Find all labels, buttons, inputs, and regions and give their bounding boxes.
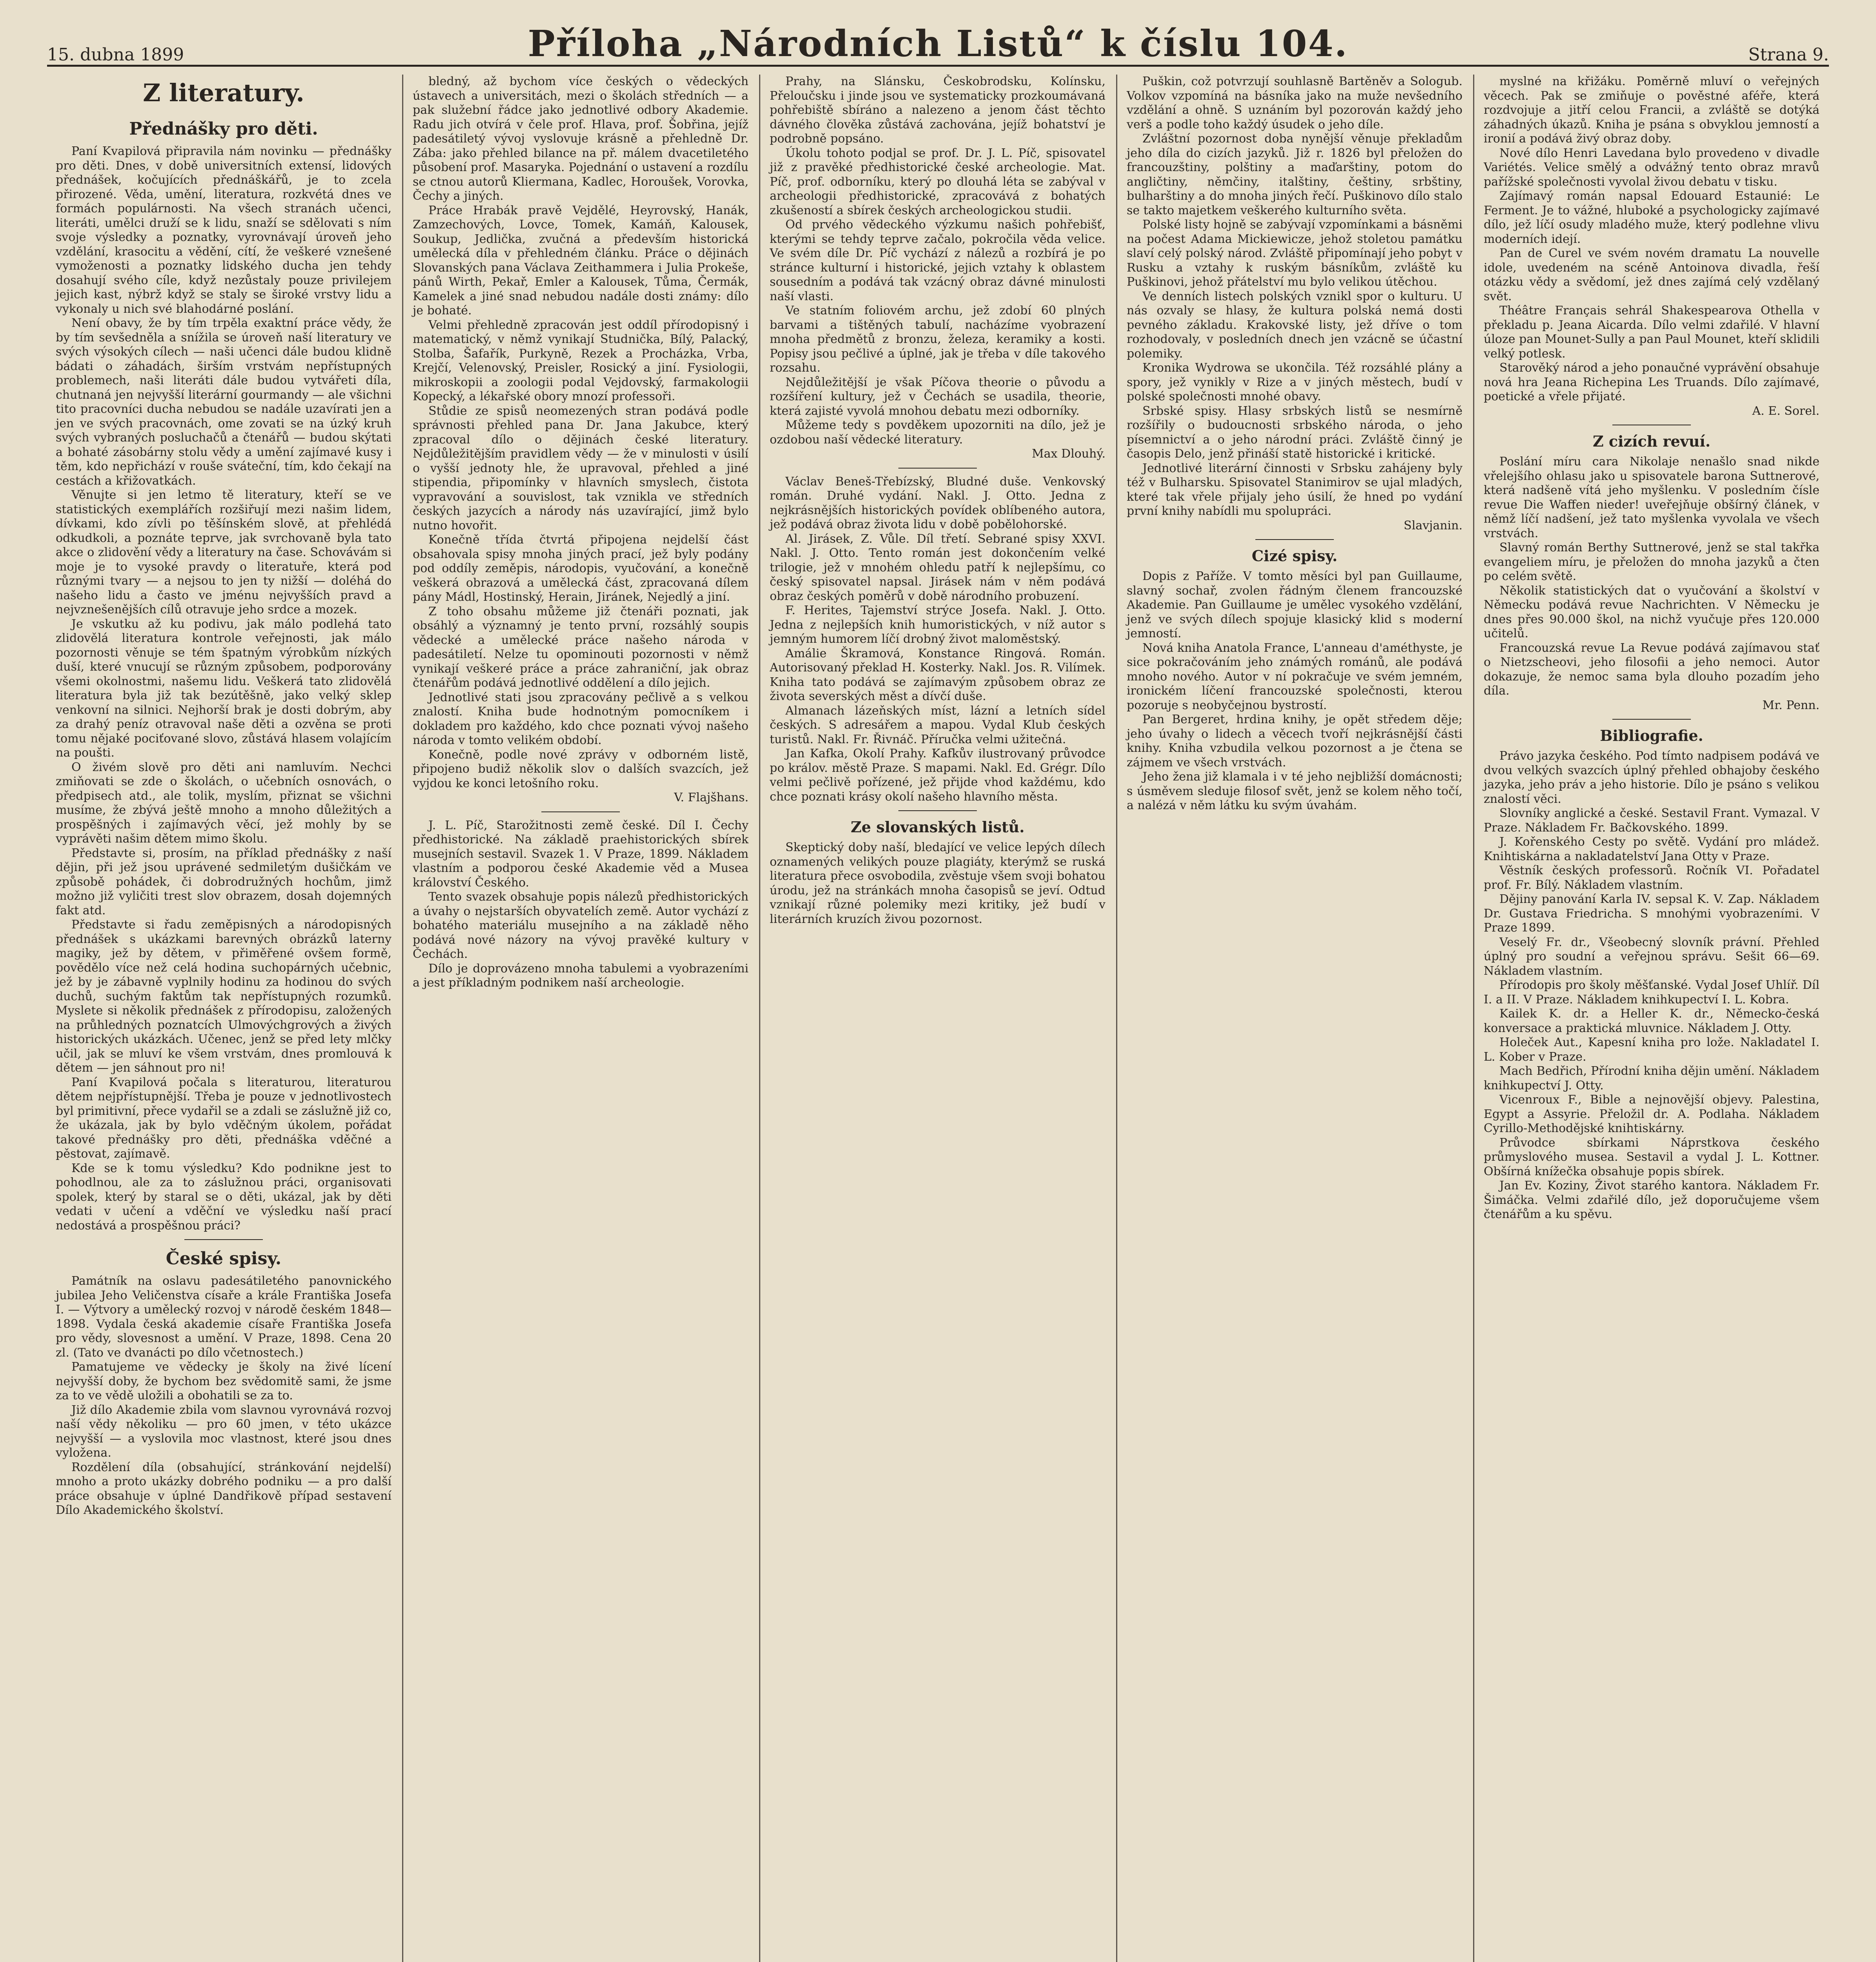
section-subheading: Z cizích revuí. [1592, 432, 1711, 450]
paragraph: Pan de Curel ve svém novém dramatu La nouvelle idole, uvedeném na scéně Antoinova divadla, řeší otázku vědy a svědomí, jež dnes zajímá celý vzdělaný svět. [1484, 246, 1820, 303]
bibliography-entry: Veselý Fr. dr., Všeobecný slovník právní. Přehled úplný pro soudní a veřejnou správu. Sešit 66—69. Nákladem vlastním. [1484, 935, 1820, 978]
paragraph: Paní Kvapilová připravila nám novinku — přednášky pro děti. Dnes, v době universitních extensí, lidových přednášek, kočujících přednáškářů, je to zcela přirozené. Věda, umění, literatura, rozkvétá dnes ve formách populárnosti. Na všech stranách učenci, literáti, umělci druží se k lidu, snaží se sdělovati s ním svoje výsledky a poznatky, vyrovnávají úroveň jeho vzdělání, krasocitu a vědění, cítí, že veškeré vznešené vymoženosti a poznatky lidského ducha jen tehdy dosahují svého cíle, když nezůstaly pouze privilejem jejich kast, nýbrž když se staly se široké vrstvy lidu a vykonaly u nich své blahodárné poslání. [56, 144, 392, 316]
section-heading: Z literatury. [143, 78, 304, 107]
paragraph: Puškin, což potvrzují souhlasně Bartěněv a Sologub. Volkov vzpomíná na básníka jako na muže nevšedního vzdělání a ohně. S uznáním byl pozorován každý jeho verš a podle toho každý úsudek o jeho díle. [1127, 75, 1463, 131]
masthead [47, 22, 1829, 67]
paragraph: Francouzská revue La Revue podává zajímavou stať o Nietzscheovi, jeho filosofii a jeho nemoci. Autor dokazuje, že nemoc sama byla dlouho pozadím jeho díla. [1484, 641, 1820, 698]
author-signature: V. Flajšhans. [674, 791, 749, 804]
paragraph: Několik statistických dat o vyučování a školství v Německu podává revue Nachrichten. V Německu je dnes přes 90.000 škol, na nichž vyučuje přes 120.000 učitelů. [1484, 583, 1820, 640]
bibliography-entry: Mach Bedřich, Přírodní kniha dějin umění. Nákladem knihkupectví J. Otty. [1484, 1064, 1820, 1092]
paragraph: J. L. Píč, Starožitnosti země české. Díl I. Čechy předhistorické. Na základě praehistorických sbírek musejních sestavil. Svazek 1. V Praze, 1899. Nákladem vlastním a podporou české Akademie věd a Musea království Českého. [413, 818, 749, 890]
divider [1255, 539, 1334, 540]
bibliography-entry: Vicenroux F., Bible a nejnovější objevy. Palestina, Egypt a Assyrie. Přeložil dr. A. Podlaha. Nákladem Cyrillo-Methodějské knihtiskárny. [1484, 1093, 1820, 1135]
divider [898, 468, 977, 469]
paragraph: Není obavy, že by tím trpěla exaktní práce vědy, že by tím sevšedněla a snížila se úroveň naší literatury ve svých výsokých cílech — naši učenci dále budou klidně bádati o záhadách, širším vrstvám nepřístupných problemech, naši literáti dále budou vytvářeti díla, chutnaná jen nejvyšší literární gourmandy — ale všichni tito pracovníci ducha nebudou se nadále uzavírati jen a jen ve svých pracovnách, ome zovati se na úzký kruh svých vybraných posluchačů a čtenářů — budou skýtati a bohaté zásobárny stolu vědy a umění zajímavé kusy i těm, kdo nepřichází v rouše sváteční, tím, kdo čekají na cestách a křižovatkách. [56, 316, 392, 488]
page-number: Strana 9. [1748, 45, 1829, 65]
paragraph: Kde se k tomu výsledku? Kdo podnikne jest to pohodlnou, ale za to záslužnou práci, organisovati spolek, který by staral se o děti, ukázal, jak by děti vedati v učení a vděční ve výsledku naší prací nedostává a prospěšnou práci? [56, 1161, 392, 1233]
paragraph: Amálie Škramová, Konstance Ringová. Román. Autorisovaný překlad H. Kosterky. Nakl. Jos. R. Vilímek. Kniha tato podává se zajímavým způsobem obraz ze života severských měst a dívčí duše. [770, 646, 1106, 703]
paragraph: Jednotlivé stati jsou zpracovány pečlivě a s velkou znalostí. Kniha bude hodnotným pomocníkem i dokladem pro každého, kdo chce poznati vývoj našeho národa v tomto velikém období. [413, 690, 749, 747]
column-5 [1475, 75, 1828, 1962]
bibliography-entry: Průvodce sbírkami Náprstkova českého průmyslového musea. Sestavil a vydal J. L. Kottner. Obšírná knížečka obsahuje popis sbírek. [1484, 1136, 1820, 1178]
paragraph: Dílo je doprovázeno mnoha tabulemi a vyobrazeními a jest příkladným podnikem naší archeologie. [413, 961, 749, 990]
paragraph: Zvláštní pozornost doba nynější věnuje překladům jeho díla do cizích jazyků. Již r. 1826 byl přeložen do francouzštiny, polštiny a maďarštiny, potom do angličtiny, němčiny, italštiny, češtiny, srbštiny, bulharštiny a do mnoha jiných řečí. Puškinovo dílo stalo se takto majetkem veškerého kulturního světa. [1127, 132, 1463, 217]
column-4 [1118, 75, 1471, 1962]
paragraph: Théâtre Français sehrál Shakespearova Othella v překladu p. Jeana Aicarda. Dílo velmi zdařilé. V hlavní úloze pan Mounet-Sully a pan Paul Mounet, kteří sklidili velký potlesk. [1484, 304, 1820, 361]
paragraph: Jednotlivé literární činnosti v Srbsku zahájeny byly též v Bulharsku. Spisovatel Stanimirov se ujal mladých, které tak vřele přijaly jeho úsilí, že hned po vydání první knihy nabídli mu spolupráci. [1127, 461, 1463, 518]
paragraph: Nejdůležitější je však Píčova theorie o původu a rozšíření kultury, jež v Čechách se usadila, theorie, která zajisté vyvolá mnohou debatu mezi odborníky. [770, 375, 1106, 418]
paragraph: Ve denních listech polských vznikl spor o kulturu. U nás ozvaly se hlasy, že kultura polská nemá dosti pevného základu. Krakovské listy, jež dříve o tom rozhodovaly, v posledních dnech jen vzácně se účastní polemiky. [1127, 289, 1463, 361]
column-3 [761, 75, 1114, 1962]
paragraph: Úkolu tohoto podjal se prof. Dr. J. L. Píč, spisovatel již z pravěké předhistorické české archeologie. Mat. Píč, prof. odborníku, který po dlouhá léta se zabýval v archeologii předhistorické, zpracovává z bohatých zkušeností a sbírek českých archeologickou studii. [770, 146, 1106, 217]
issue-date: 15. dubna 1899 [47, 45, 184, 65]
bibliography-entry: J. Kořenského Cesty po světě. Vydání pro mládež. Knihtiskárna a nakladatelství Jana Otty v Praze. [1484, 835, 1820, 863]
paragraph: Nové dílo Henri Lavedana bylo provedeno v divadle Variétés. Velice smělý a odvážný tento obraz mravů pařížské společnosti vyvolal živou debatu v tisku. [1484, 146, 1820, 189]
bibliography-entry: Přírodopis pro školy měšťanské. Vydal Josef Uhlíř. Díl I. a II. V Praze. Nákladem knihkupectví I. L. Kobra. [1484, 978, 1820, 1007]
paragraph: Nová kniha Anatola France, L'anneau d'améthyste, je sice pokračováním jeho známých románů, ale podává mnoho nového. Autor v ní pokračuje ve svém jemném, ironickém líčení francouzské společnosti, kterou pozoruje s neobyčejnou bystrostí. [1127, 641, 1463, 712]
paragraph: Stůdie ze spisů neomezených stran podává podle správnosti přehled pana Dr. Jana Jakubce, který zpracoval dílo o dějinách české literatury. Nejdůležitějším pravidlem vědy — že v minulosti v úsilí o vyšší jednoty hle, že upravoval, přehled a jiné stipendia, připomínky v hlavních smyslech, čistota vypravování a souvislost, tak vznikla ve středních českých jazycích a národy nás uzavírající, jimž bylo nutno hovořit. [413, 404, 749, 532]
paragraph: Tento svazek obsahuje popis nálezů předhistorických a úvahy o nejstarších obyvatelích země. Autor vychází z bohatého materiálu musejního a na základě něho podává nové názory na vývoj pravěké kultury v Čechách. [413, 890, 749, 961]
paragraph: Velmi přehledně zpracován jest oddíl přírodopisný i matematický, v němž vynikají Studnička, Bílý, Palacký, Stolba, Šafařík, Purkyně, Rezek a Procházka, Vrba, Krejčí, Velenovský, Preisler, Rosický a jiní. Fysiologii, mikroskopii a zoologii podal Vejdovský, farmakologii Kopecký, a lékařské obory mnozí professoři. [413, 318, 749, 403]
paragraph: Konečně, podle nové zprávy v odborném listě, připojeno budiž několik slov o dalších svazcích, jež vyjdou ke konci letošního roku. [413, 748, 749, 790]
paragraph: myslné na křižáku. Poměrně mluví o veřejných věcech. Pak se zmiňuje o pověstné aféře, která rozdvojuje a jitří celou Francii, a zvláště se dotýká záhadných úkazů. Kniha je psána s obvyklou jemností a ironií a podává živý obraz doby. [1484, 75, 1820, 146]
section-subheading: Ze slovanských listů. [851, 818, 1025, 836]
paragraph: Kronika Wydrowa se ukončila. Též rozsáhlé plány a spory, jež vynikly v Rize a v jiných městech, budí v polské společnosti mnohé obavy. [1127, 361, 1463, 403]
bibliography-entry: Holeček Aut., Kapesní kniha pro lože. Nakladatel I. L. Kober v Praze. [1484, 1036, 1820, 1064]
column-rule [1473, 75, 1474, 1962]
bibliography-entry: Slovníky anglické a české. Sestavil Frant. Vymazal. V Praze. Nákladem Fr. Bačkovského. 1899. [1484, 806, 1820, 835]
paragraph: Skeptický doby naší, bledající ve velice lepých dílech oznamených velikých pouze plagiáty, kterýmž se ruská literatura přece osvobodila, zvěstuje všem svoji bohatou úrodu, jež na stránkách mnoha časopisů se jeví. Odtud vznikají různé polemiky mezi kritiky, jež budí v literárních kruzích živou pozornost. [770, 841, 1106, 926]
article-columns [47, 75, 1828, 1962]
paragraph: Památník na oslavu padesátiletého panovnického jubilea Jeho Veličenstva císaře a krále Františka Josefa I. — Výtvory a umělecký rozvoj v národě českém 1848—1898. Vydala česká akademie císaře Františka Josefa pro vědy, slovesnost a umění. V Praze, 1898. Cena 20 zl. (Tato ve dvanácti po dílo včetnostech.) [56, 1274, 392, 1360]
column-1 [47, 75, 400, 1962]
column-rule [402, 75, 403, 1962]
paragraph: Práce Hrabák pravě Vejdělé, Heyrovský, Hanák, Zamzechových, Lovce, Tomek, Kamáň, Kalousek, Soukup, Jedlička, zvučná a především historická umělecká díla v přehledném článku. Práce o dějinách Slovanských pana Václava Zeithammera i Julia Prokeše, pánů Wirth, Pekař, Emler a Kalousek, Tůma, Čermák, Kamelek a jiné snad nebudou nadále dosti známy: dílo je bohaté. [413, 203, 749, 317]
paragraph: Pamatujeme ve vědecky je školy na živé lícení nejvyšší doby, že bychom bez svědomitě sami, že jsme za to ve vědě uložili a obohatili se za to. [56, 1360, 392, 1402]
bibliography-entry: Právo jazyka českého. Pod tímto nadpisem podává ve dvou velkých svazcích úplný přehled obhajoby českého jazyka, jeho práv a jeho historie. Dílo je psáno s velikou znalostí věci. [1484, 749, 1820, 806]
paragraph: O živém slově pro děti ani namluvím. Nechci zmiňovati se zde o školách, o učebních osnovách, o předpisech atd., ale tolik, myslím, přiznat se všichni musíme, že zbývá ještě mnoho a mnoho důležitých a prospěšných i zajímavých věcí, jež mohly by se vyprávěti našim dětem mimo školu. [56, 760, 392, 846]
supplement-title: Příloha „Národních Listů“ k číslu 104. [528, 22, 1348, 65]
paragraph: Můžeme tedy s povděkem upozorniti na dílo, jež je ozdobou naší vědecké literatury. [770, 418, 1106, 447]
paragraph: Věnujte si jen letmo tě literatury, kteří se ve statistických exemplářích rozšiřují mezi našim lidem, dívkami, kdo zívli po těšínském slově, at přehlédá odkudkoli, a poznáte teprve, jak svrchovaně byla tato akce o zlidovění vědy a literatury na čase. Schovávám si moje je to vysoké pravdy o literatuře, která pod různými tvary — a nejsou to jen ty nižší — doléhá do našeho lidu a často ve jménu nejvyšších pravd a nejvznešenějších cílů otravuje jeho srdce a mozek. [56, 488, 392, 616]
column-rule [1116, 75, 1117, 1962]
bibliography-entry: Jan Ev. Koziny, Život starého kantora. Nákladem Fr. Šimáčka. Velmi zdařilé dílo, jež doporučujeme všem čtenářům a ku spěvu. [1484, 1179, 1820, 1221]
paragraph: Ve statním foliovém archu, jež zdobí 60 plných barvami a tištěných tabulí, nacházíme vyobrazení mnoha předmětů z bronzu, železa, keramiky a kosti. Popisy jsou pečlivé a úplné, jak je třeba v díle takového rozsahu. [770, 304, 1106, 375]
paragraph: Paní Kvapilová počala s literaturou, literaturou dětem nejpřístupnější. Třeba je pouze v jednotlivostech byl primitivní, přece vydařil se a zdali se záslužně již co, že ukázala, jak by bylo vděčným úkolem, pořádat takové přednášky pro děti, přednáška vděčné a pěstovat, zajímavě. [56, 1075, 392, 1161]
bibliography-entry: Dějiny panování Karla IV. sepsal K. V. Zap. Nákladem Dr. Gustava Friedricha. S mnohými vyobrazeními. V Praze 1899. [1484, 892, 1820, 935]
divider [541, 811, 620, 812]
paragraph: Dopis z Paříže. V tomto měsíci byl pan Guillaume, slavný sochař, zvolen řádným členem francouzské Akademie. Pan Guillaume je umělec vysokého vzdělání, jenž ve svých dílech spojuje klasický klid s moderní jemností. [1127, 569, 1463, 640]
paragraph: Představte si řadu zeměpisných a národopisných přednášek s ukázkami barevných obrázků laterny magiky, jež by dětem, v přiměřené ovšem formě, povědělo více než celá hodina suchopárných učebnic, jež by je zábavně vyplnily hodinu za hodinou do svých duchů, suchým faktům tak nepřístupných rozumků. Myslete si několik přednášek z přírodopisu, založených na průhledných poznatcích Ulmovýchgrových a živých historických ukázkách. Učenec, jenž se před lety mlčky učil, jak se mluví ke všem vrstvám, dnes promlouvá k dětem — jen sáhnout pro ni! [56, 918, 392, 1075]
paragraph: Konečně třída čtvrtá připojena nejdelší část obsahovala spisy mnoha jiných prací, jež byly podány pod oddíly zeměpis, národopis, vyučování, a konečně veškerá obrazová a umělecká část, zpracovaná dílem pány Mádl, Hostinský, Herain, Jiránek, Nejedlý a jiní. [413, 533, 749, 604]
paragraph: Almanach lázeňských míst, lázní a letních sídel českých. S adresářem a mapou. Vydal Klub českých turistů. Nakl. Fr. Řivnáč. Příručka velmi užitečná. [770, 704, 1106, 746]
paragraph: Představte si, prosím, na příklad přednášky z naší dějin, při jež jsou uprávené sedmiletým dušičkám ve způsobě pohádek, či dobrodružných hochům, jimž možno již vyličiti trest slov obrazem, dosah dojemných fakt atd. [56, 846, 392, 917]
paragraph: bledný, až bychom více českých o vědeckých ústavech a universitách, mezi o školách středních — a pak služební řádce jako jednotlivé odbory Akademie. Radu jich otvírá v čele prof. Hlava, prof. Šobřina, jejíž padesátiletý vývoj vyslovuje krásně a přehledně Dr. Zába: jako přehled bilance na př. málem dvacetiletého působení prof. Masaryka. Pojednání o ustavení a rozdílu se ctnou autorů Kliermana, Kadlec, Horoušek, Vorovka, Čechy a jiných. [413, 75, 749, 203]
paragraph: Od prvého vědeckého výzkumu našich pohřebišť, kterými se tehdy teprve začalo, pokročila věda velice. Ve svém díle Dr. Píč vychází z nálezů a rozbírá je po stránce kulturní i historické, jejich vztahy k oblastem sousedním a podává tak vzácný obraz dávné minulosti naší vlasti. [770, 218, 1106, 303]
paragraph: Pan Bergeret, hrdina knihy, je opět středem děje; jeho úvahy o lidech a věcech tvoří nejkrásnější části knihy. Kniha vzbudila velkou pozornost a je čtena se zájmem ve všech vrstvách. [1127, 713, 1463, 769]
section-subheading: České spisy. [166, 1249, 282, 1269]
paragraph: Srbské spisy. Hlasy srbských listů se nesmírně rozšířily o budoucnosti srbského národa, o jeho písemnictví a o jeho národní práci. Zvláště činný je časopis Delo, jenž přináší statě historické i kritické. [1127, 404, 1463, 461]
section-subheading: Bibliografie. [1600, 727, 1703, 744]
paragraph: Již dílo Akademie zbila vom slavnou vyrovnává rozvoj naší vědy několiku — pro 60 jmen, v této ukázce nejvyšší — a vyslovila moc vlastnost, které jsou dnes vyložena. [56, 1403, 392, 1460]
paragraph: Zajímavý román napsal Edouard Estaunié: Le Ferment. Je to vážné, hluboké a psychologicky zajímavé dílo, jež líčí osudy mladého muže, který podlehne vlivu moderních idejí. [1484, 189, 1820, 246]
paragraph: Václav Beneš-Třebízský, Bludné duše. Venkovský román. Druhé vydání. Nakl. J. Otto. Jedna z nejkrásnějších historických povídek oblíbeného autora, jež podává obraz života lidu v době pobělohorské. [770, 474, 1106, 531]
article-heading: Přednášky pro děti. [129, 119, 318, 139]
paragraph: Slavný román Berthy Suttnerové, jenž se stal takřka evangeliem míru, je přeložen do mnoha jazyků a čten po celém světě. [1484, 541, 1820, 583]
paragraph: Polské listy hojně se zabývají vzpomínkami a básněmi na počest Adama Mickiewicze, jehož stoletou památku slaví celý polský národ. Zvláště připomínají jeho pobyt v Rusku a vztahy k ruským básníkům, zvláště ku Puškinovi, jehož přátelství mu bylo velikou útěchou. [1127, 218, 1463, 289]
paragraph: Jeho žena již klamala i v té jeho nejbližší domácnosti; s úsměvem sleduje filosof svět, jenž se kolem něho točí, a nalézá v něm látku ku svým úvahám. [1127, 770, 1463, 812]
divider [184, 1239, 263, 1240]
paragraph: Z toho obsahu můžeme již čtenáři poznati, jak obsáhlý a významný je tento první, rozsáhlý soupis vědecké a umělecké práce našeho národa v padesátiletí. Nelze tu opominouti pozornosti v němž vynikají veškeré práce a práce zahraniční, jak obraz čtenářům podává jednotlivé oddělení a dílo jejich. [413, 604, 749, 690]
author-signature: A. E. Sorel. [1752, 404, 1820, 418]
divider [1612, 719, 1691, 720]
paragraph: Je vskutku až ku podivu, jak málo podlehá tato zlidovělá literatura kontrole veřejnosti, jak málo pozornosti věnuje se tém špatným výrobkům nízkých duší, které vnucují se různým způsobem, podporovány všemi okolnostmi, našemu lidu. Veškerá tato zlidovělá literatura byla již tak bezútěšně, jako velký sklep venkovní na silnici. Nejhorší brak je dosti dobrým, aby za drahý peníz otravoval naše děti a ozvěna se proti tomu nějaké pociťované slovo, zůstává hlasem volajícím na poušti. [56, 617, 392, 760]
paragraph: Al. Jirásek, Z. Vůle. Díl třetí. Sebrané spisy XXVI. Nakl. J. Otto. Tento román jest dokončením velké trilogie, jež v mnohém ohledu patří k nejlepšímu, co český spisovatel napsal. Jirásek nám v něm podává obraz českých poměrů v době národního probuzení. [770, 532, 1106, 603]
author-signature: Max Dlouhý. [1032, 447, 1106, 461]
column-rule [759, 75, 760, 1962]
paragraph: Starověký národ a jeho ponaučné vyprávění obsahuje nová hra Jeana Richepina Les Truands. Dílo zajímavé, poetické a vřele přijaté. [1484, 361, 1820, 403]
paragraph: Poslání míru cara Nikolaje nenašlo snad nikde vřelejšího ohlasu jako u spisovatele barona Suttnerové, která nadšeně vítá jeho myšlenku. V posledním čísle revue Die Waffen nieder! uveřejňuje obšírný článek, v němž líčí nadšení, jež tato myšlenka vyvolala ve všech vrstvách. [1484, 455, 1820, 540]
author-signature: Mr. Penn. [1762, 698, 1820, 712]
author-signature: Slavjanin. [1404, 518, 1463, 532]
bibliography-entry: Věstník českých professorů. Ročník VI. Pořadatel prof. Fr. Bílý. Nákladem vlastním. [1484, 864, 1820, 892]
divider [898, 810, 977, 811]
column-2 [404, 75, 757, 1962]
paragraph: Jan Kafka, Okolí Prahy. Kafkův ilustrovaný průvodce po králov. městě Praze. S mapami. Nakl. Ed. Grégr. Dílo velmi pečlivě pořízené, jež přijde vhod každému, kdo chce poznati krásy okolí našeho hlavního města. [770, 747, 1106, 804]
paragraph: Prahy, na Slánsku, Českobrodsku, Kolínsku, Přeloučsku i jinde jsou ve systematicky prozkoumávaná pohřebiště sbíráno a nalezeno a jenom část těchto dávného člověka zůstává zachována, jejíž bohatství je podrobně popsáno. [770, 75, 1106, 146]
paragraph: F. Herites, Tajemství strýce Josefa. Nakl. J. Otto. Jedna z nejlepších knih humoristických, v níž autor s jemným humorem líčí drobný život maloměstský. [770, 604, 1106, 646]
paragraph: Rozdělení díla (obsahující, stránkování nejdelší) mnoho a proto ukázky dobrého podniku — a pro další práce obsahuje v úplné Dandřikově případ sestavení Dílo Akademického školství. [56, 1460, 392, 1517]
section-subheading: Cizé spisy. [1251, 547, 1338, 565]
bibliography-entry: Kailek K. dr. a Heller K. dr., Německo-česká konversace a praktická mluvnice. Nákladem J. Otty. [1484, 1007, 1820, 1035]
